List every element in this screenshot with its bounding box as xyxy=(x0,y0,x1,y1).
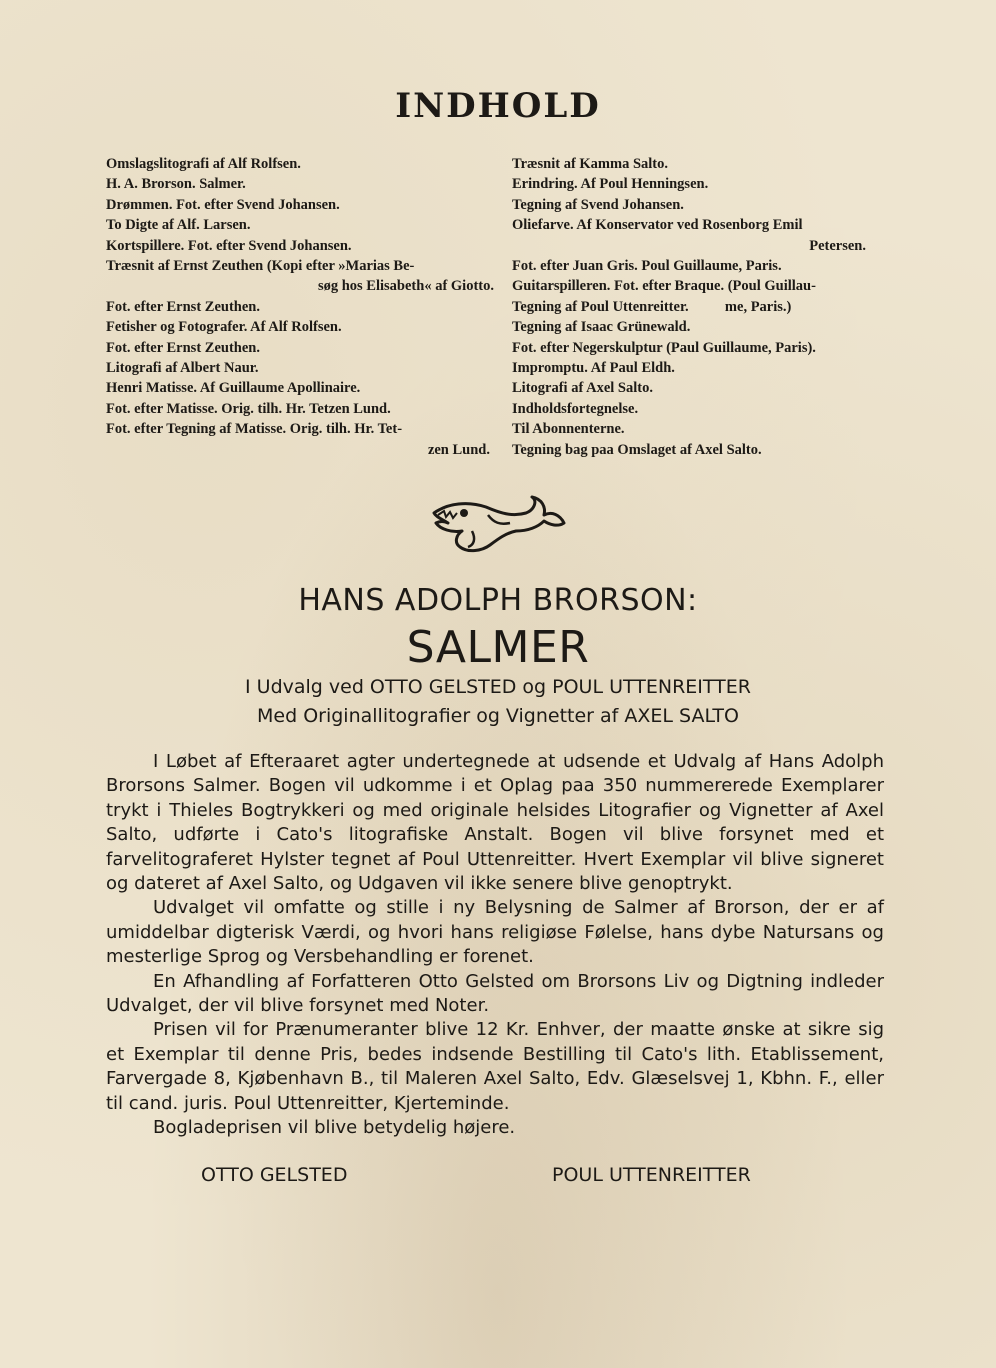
toc-item: Henri Matisse. Af Guillaume Apollinaire. xyxy=(106,380,361,397)
toc-item: Tegning bag paa Omslaget af Axel Salto. xyxy=(512,441,762,458)
toc-item: Fot. efter Ernst Zeuthen. xyxy=(106,298,260,315)
paragraph: Prisen vil for Prænumeranter blive 12 Kr. Enhver, der maatte ønske at sikre sig et Exemplar til denne Pris, bedes indsende Bestilling til Cato's lith. Etablissement, Farvergade 8, Kjøbenhavn B., til Maleren Axel Salto, Edv. Glæselsvej 1, Kbhn. F., eller til cand. juris. Poul Uttenreitter, Kjerteminde. xyxy=(106,1019,884,1114)
book-author-heading: HANS ADOLPH BRORSON: xyxy=(298,583,698,618)
toc-item: Til Abonnenterne. xyxy=(512,421,625,438)
toc-right-column xyxy=(512,154,890,460)
paragraph: Bogladeprisen vil blive betydelig højere. xyxy=(153,1117,516,1139)
toc-item: Impromptu. Af Paul Eldh. xyxy=(512,360,675,377)
toc-item: To Digte af Alf. Larsen. xyxy=(106,217,251,234)
toc-item: Tegning af Poul Uttenreitter. me, Paris.) xyxy=(512,298,792,315)
announcement-body xyxy=(106,750,884,1141)
signature-gelsted: OTTO GELSTED xyxy=(201,1164,348,1186)
toc-item: Litografi af Albert Naur. xyxy=(106,360,259,377)
toc-item: Fot. efter Tegning af Matisse. Orig. tilh. Hr. Tet- xyxy=(106,421,403,438)
toc-item: Tegning af Svend Johansen. xyxy=(512,196,684,213)
toc-item: Litografi af Axel Salto. xyxy=(512,380,653,397)
book-subtitle: Med Originallitografier og Vignetter af AXEL SALTO xyxy=(257,705,739,727)
toc-item: zen Lund. xyxy=(427,441,490,458)
toc-item: Erindring. Af Poul Henningsen. xyxy=(512,176,709,193)
fish-vignette-icon xyxy=(428,493,568,555)
toc-item: Fot. efter Juan Gris. Poul Guillaume, Paris. xyxy=(512,258,782,275)
book-subtitle: I Udvalg ved OTTO GELSTED og POUL UTTENREITTER xyxy=(245,676,751,698)
toc-item: Guitarspilleren. Fot. efter Braque. (Poul Guillau- xyxy=(512,278,816,295)
toc-item: Fot. efter Matisse. Orig. tilh. Hr. Tetzen Lund. xyxy=(106,400,391,417)
toc-item: Petersen. xyxy=(809,237,866,254)
toc-left-column xyxy=(106,154,498,460)
paragraph: I Løbet af Efteraaret agter undertegnede at udsende et Udvalg af Hans Adolph Brorsons Salmer. Bogen vil udkomme i et Oplag paa 350 nummererede Exemplarer trykt i Thieles Bogtrykkeri og med originale helsides Litografier og Vignetter af Axel Salto, udførte i Cato's litografiske Anstalt. Bogen vil blive forsynet med et farvelitograferet Hylster tegnet af Poul Uttenreitter. Hvert Exemplar vil blive signeret og dateret af Axel Salto, og Udgaven vil ikke senere blive genoptrykt. xyxy=(106,751,884,895)
toc-item: Drømmen. Fot. efter Svend Johansen. xyxy=(106,196,340,213)
toc-item: Oliefarve. Af Konservator ved Rosenborg Emil xyxy=(512,217,803,234)
book-title-heading: SALMER xyxy=(406,622,590,673)
toc-item: Træsnit af Ernst Zeuthen (Kopi efter »Marias Be- xyxy=(106,258,415,275)
toc-item: Omslagslitografi af Alf Rolfsen. xyxy=(106,156,301,172)
paragraph: En Afhandling af Forfatteren Otto Gelsted om Brorsons Liv og Digtning indleder Udvalget, der vil blive forsynet med Noter. xyxy=(106,970,884,1017)
toc-item: Indholdsfortegnelse. xyxy=(512,400,639,417)
toc-item: Kortspillere. Fot. efter Svend Johansen. xyxy=(106,237,352,254)
paragraph: Udvalget vil omfatte og stille i ny Belysning de Salmer af Brorson, der er af umiddelbar digterisk Værdi, og hvori hans religiøse Følelse, hans dybe Natursans og mesterlige Sprog og Versbehandling er forenet. xyxy=(106,897,884,968)
toc-item: Træsnit af Kamma Salto. xyxy=(512,156,669,172)
toc-item: Tegning af Isaac Grünewald. xyxy=(512,319,691,336)
toc-item: søg hos Elisabeth« af Giotto. xyxy=(317,278,494,295)
toc-item: Fetisher og Fotografer. Af Alf Rolfsen. xyxy=(106,319,342,336)
toc-item: H. A. Brorson. Salmer. xyxy=(106,176,246,193)
signature-uttenreitter: POUL UTTENREITTER xyxy=(552,1164,751,1186)
toc-item: Fot. efter Negerskulptur (Paul Guillaume, Paris). xyxy=(512,339,816,356)
toc-item: Fot. efter Ernst Zeuthen. xyxy=(106,339,260,356)
toc-title: INDHOLD xyxy=(395,86,601,126)
